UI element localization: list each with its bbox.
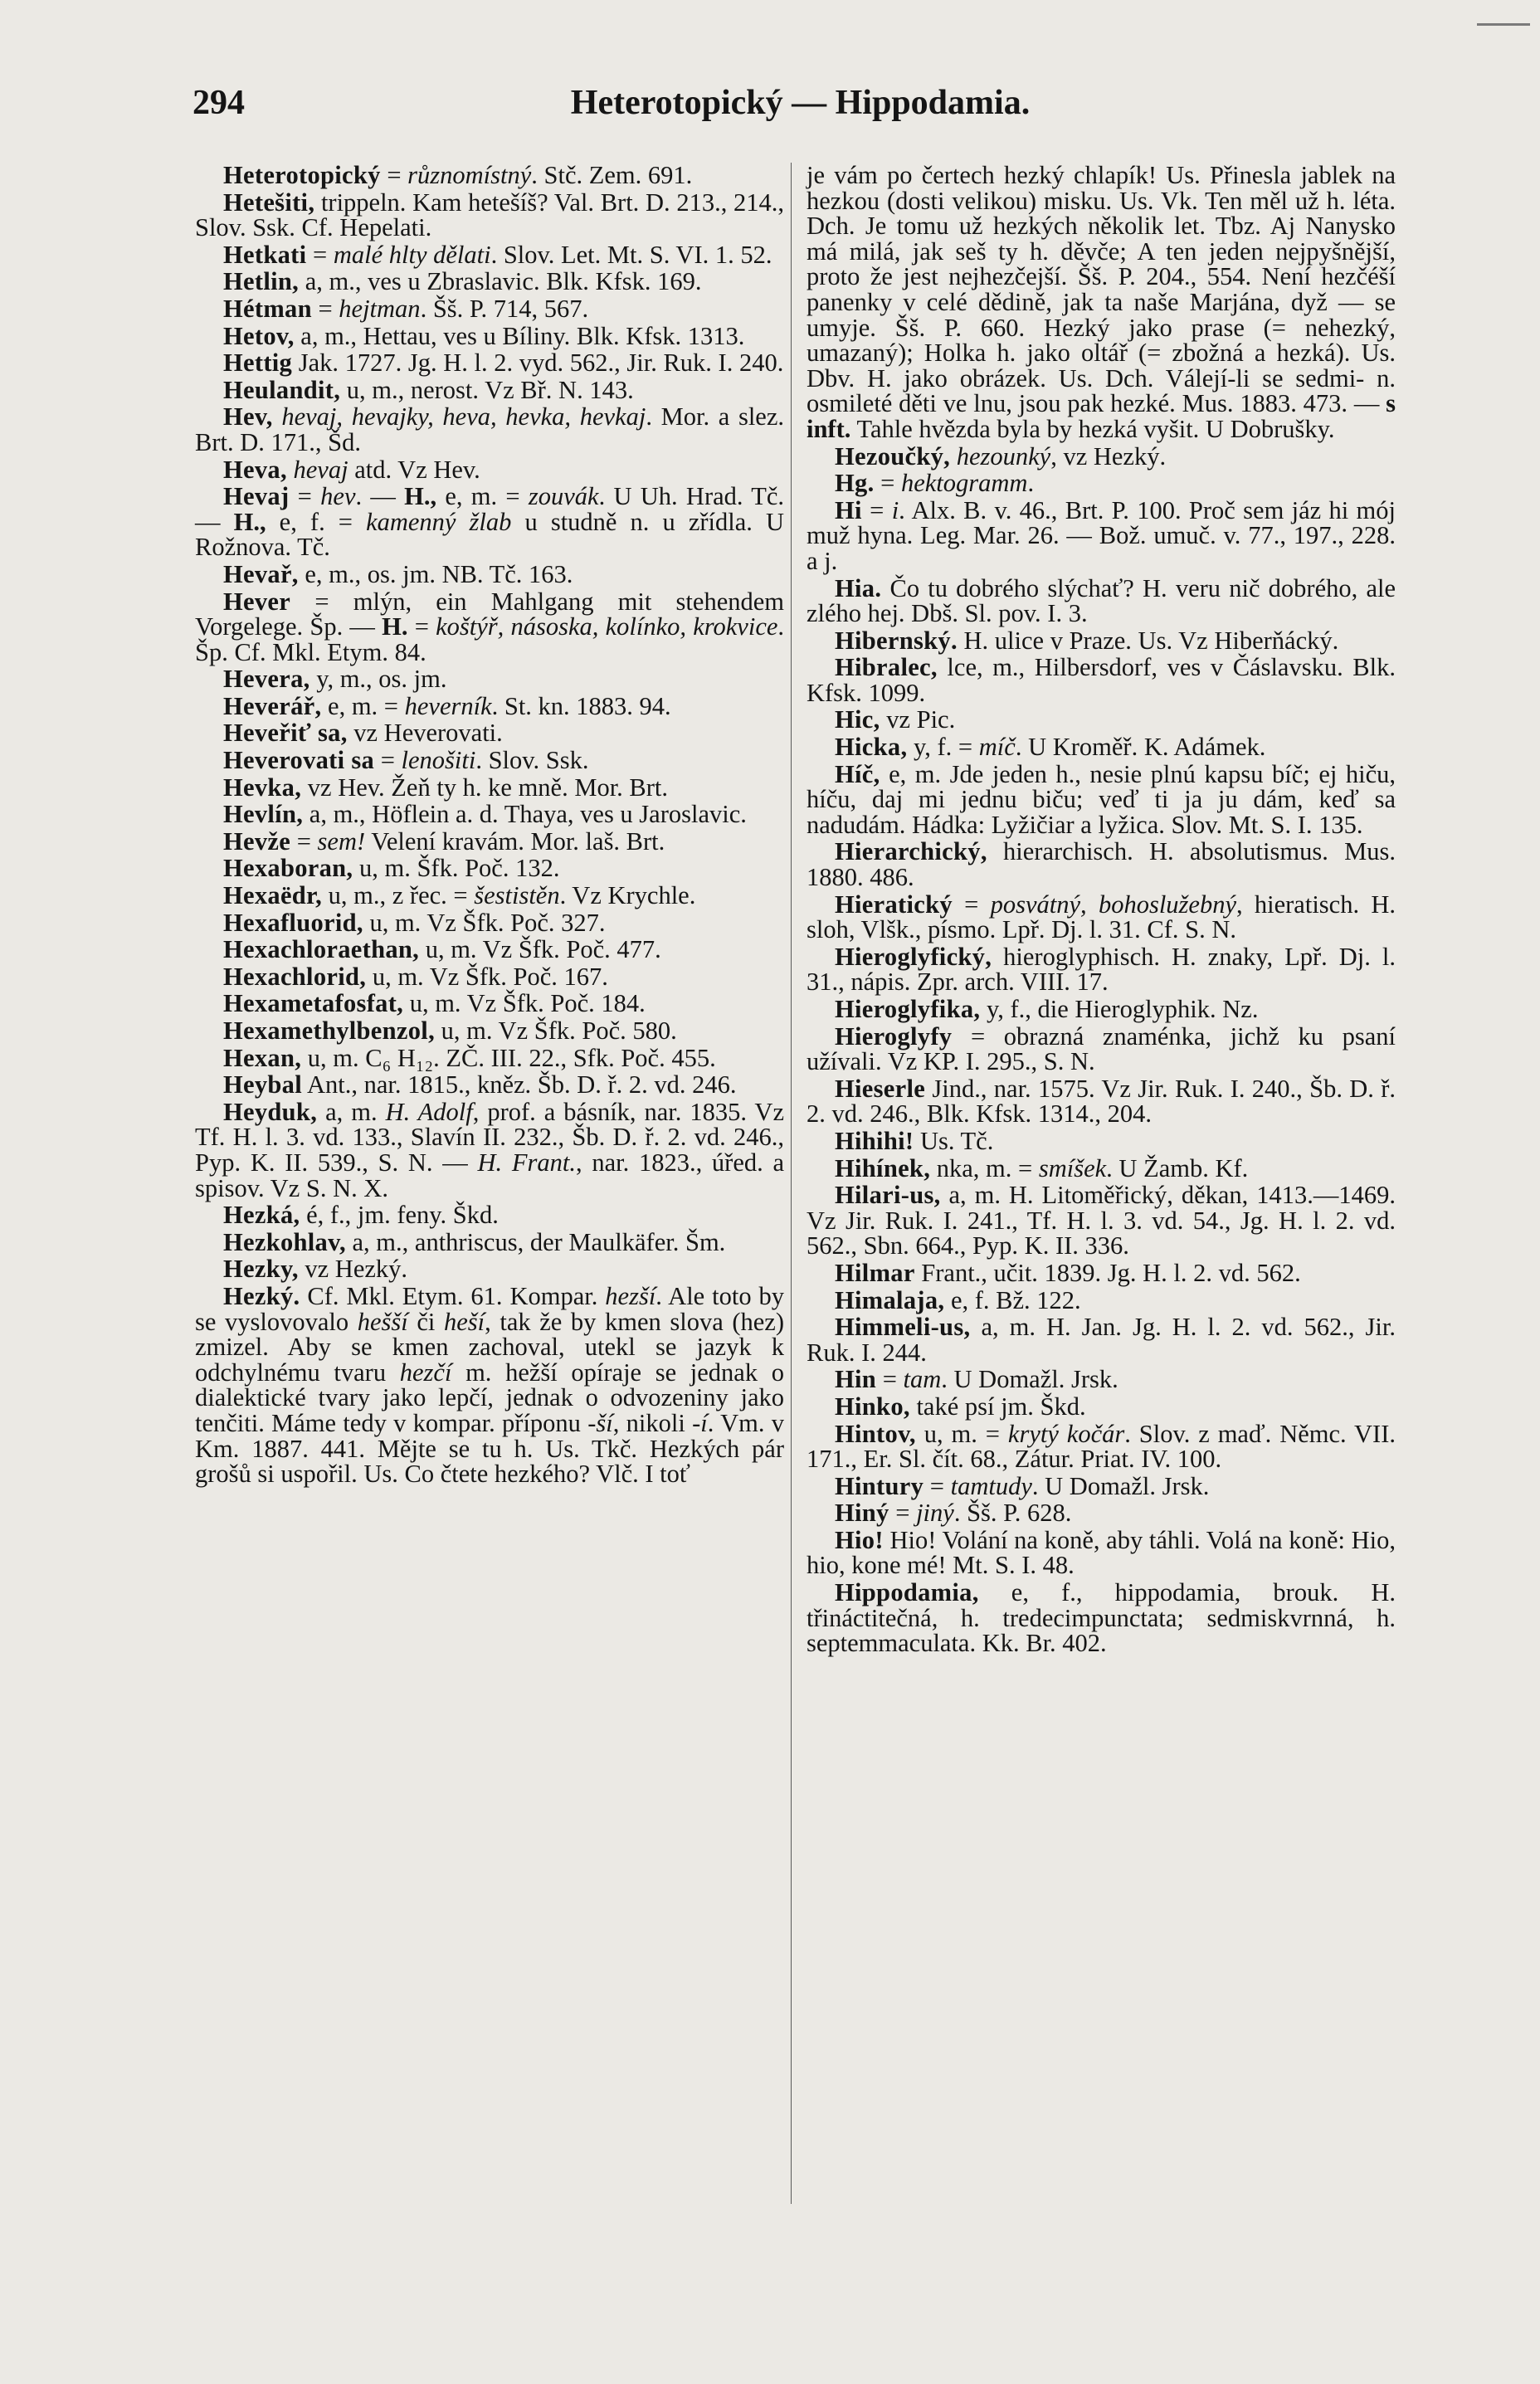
entry-text: = (952, 890, 991, 919)
entry-gloss: H. Frant. (477, 1148, 576, 1177)
dictionary-entry (807, 655, 1396, 705)
dictionary-entry (807, 1076, 1396, 1127)
entry-headword: Hexachloraethan, (223, 935, 420, 964)
entry-text: Frant., učit. 1839. Jg. H. l. 2. vd. 562. (914, 1258, 1301, 1287)
entry-headword: Hevař, (223, 559, 299, 588)
entry-text: vz Hev. Žeň ty h. ke mně. Mor. Brt. (301, 773, 669, 802)
entry-headword: Hio! (835, 1525, 884, 1554)
dictionary-entry (195, 1202, 784, 1228)
running-head: Heterotopický — Hippodamia. (570, 84, 1031, 122)
entry-headword: Hilmar (835, 1258, 915, 1287)
dictionary-entry (195, 937, 784, 963)
entry-headword: Hexan, (223, 1043, 302, 1072)
entry-gloss: malé hlty dělati (333, 240, 491, 269)
entry-text: Cf. Mkl. Etym. 61. Kompar. (300, 1281, 606, 1310)
entry-gloss: různomístný (407, 161, 532, 189)
dictionary-entry (807, 1314, 1396, 1365)
dictionary-entry (195, 296, 784, 322)
entry-gloss: heverník (404, 691, 492, 720)
dictionary-entry (195, 826, 784, 856)
dictionary-entry (807, 1126, 1396, 1155)
entry-text: a, m. H. Jan. Jg. H. l. 2. vd. 562., Jir. Ruk. I. 244. (807, 1313, 1396, 1367)
entry-headword: Heyduk, (223, 1097, 318, 1126)
entry-gloss: hev (320, 482, 356, 511)
entry-headword: Hg. (835, 469, 875, 498)
dictionary-entry (195, 964, 784, 990)
entry-headword: Himalaja, (835, 1285, 945, 1314)
dictionary-entry (807, 944, 1396, 995)
entry-text: y, f., die Hieroglyphik. Nz. (980, 995, 1259, 1023)
dictionary-entry (807, 1580, 1396, 1656)
dictionary-entry (195, 457, 784, 483)
entry-text: a, m., Höflein a. d. Thaya, ves u Jaroslavic. (303, 800, 747, 829)
entry-headword: Hevlín, (223, 800, 304, 829)
entry-text: y, f. = (907, 733, 979, 762)
entry-text: = (407, 612, 436, 641)
entry-text: = (374, 746, 402, 775)
entry-text: . Stč. Zem. 691. (531, 161, 693, 189)
entry-headword: Hezoučký, (835, 441, 951, 470)
dictionary-entry (195, 748, 784, 773)
dictionary-entry (195, 321, 784, 350)
entry-text: . U Žamb. Kf. (1106, 1153, 1249, 1182)
entry-headword: Hihihi! (835, 1126, 914, 1155)
entry-headword: Hétman (223, 294, 312, 323)
entry-headword: Himmeli-us, (835, 1313, 971, 1342)
entry-headword: Hippodamia, (835, 1578, 979, 1607)
entry-text: u, m. C₆ H₁₂. ZČ. III. 22., Sfk. Poč. 455. (301, 1043, 716, 1072)
dictionary-entry (195, 691, 784, 720)
entry-text: u, m. = (915, 1419, 1008, 1448)
entry-text: = (306, 240, 334, 269)
entry-text: Jind., nar. 1575. Vz Jir. Ruk. I. 240., Šb. D. ř. 2. vd. 246., Blk. Kfsk. 1314., 204. (807, 1074, 1396, 1129)
entry-headword: Hezká, (223, 1201, 300, 1230)
entry-text: u, m., z řec. = (322, 881, 475, 910)
entry-text: é, f., jm. feny. Škd. (300, 1201, 499, 1230)
entry-text: je vám po čertech hezký chlapík! Us. Přinesla jablek na hezkou (dosti velikou) misku. Us. Vk. Ten měl už h. léta. Dch. Je tomu už hezkých několik let. Tbz. Aj Nanysko má milá, jak seš ty h. děvče; A ten jeden nejpyšnější, proto že jest nejhezčejší. Šš. P. 204., 554. Není hezčéší panenky v celé dědině, jak ta naše Marjána, dyž — se umyje. Šš. P. 660. Hezký jako prase (= nehezký, umazaný); Holka h. jako oltář (= zbožná a hezká). Us. Dbv. H. jako obrázek. Us. Dch. Válejí-li se sedmi- n. osmileté děti ve lnu, jsou pak hezké. Mus. 1883. 473. — (807, 161, 1396, 418)
entry-headword: Hexamethylbenzol, (223, 1016, 435, 1045)
dictionary-entry (195, 991, 784, 1016)
dictionary-entry (195, 1018, 784, 1044)
dictionary-entry (195, 666, 784, 692)
entry-gloss: lenošiti (401, 746, 476, 775)
entry-text: Hio! Volání na koně, aby táhli. Volá na koně: Hio, hio, kone mé! Mt. S. I. 48. (807, 1525, 1396, 1580)
entry-headword: Hexaëdr, (223, 881, 323, 910)
entry-headword: Heulandit, (223, 375, 341, 404)
entry-headword: Hever (223, 587, 291, 616)
entry-text: = (289, 482, 321, 511)
dictionary-entry (195, 589, 784, 665)
entry-text: hieroglyphisch. H. znaky, Lpř. Dj. l. 31., nápis. Zpr. arch. VIII. 17. (807, 942, 1396, 997)
entry-headword: Heverář, (223, 691, 322, 720)
entry-text: = (874, 469, 901, 498)
entry-gloss: tam (903, 1365, 942, 1394)
entry-headword: Hierarchický, (835, 837, 987, 866)
entry-text: a, m., Hettau, ves u Bíliny. Blk. Kfsk. 1313. (294, 321, 745, 350)
dictionary-entry (195, 883, 784, 909)
left-column (195, 163, 784, 1489)
dictionary-entry (195, 242, 784, 268)
dictionary-entry (195, 1043, 784, 1072)
entry-text: . Vm. v Km. 1887. 441. Mějte se tu h. Us. Tkč. Hezkých pár grošů si uspořil. Us. Co čtete hezkého? Vlč. I toť (195, 1408, 784, 1489)
entry-headword: Hintov, (835, 1419, 916, 1448)
dictionary-entry (195, 350, 784, 376)
entry-gloss: hezčí (399, 1358, 452, 1387)
dictionary-entry (807, 1394, 1396, 1420)
entry-text: také psí jm. Škd. (909, 1392, 1086, 1421)
entry-gloss: i (891, 495, 899, 524)
entry-text: e, m., os. jm. NB. Tč. 163. (298, 559, 573, 588)
entry-text: e, f. Bž. 122. (944, 1285, 1081, 1314)
entry-gloss: ší (596, 1408, 613, 1437)
entry-text: m. hežší opíraje se jednak o dialektické tvary jako lepčí, jednak o odvozeniny jako tenčiti. Máme tedy v kompar. příponu - (195, 1358, 784, 1437)
entry-text: u studně n. u zřídla. U Rožnova. Tč. (195, 507, 785, 562)
entry-text: u, m. Vz Šfk. Poč. 167. (366, 962, 608, 991)
entry-headword: Hi (835, 495, 862, 524)
entry-headword: Hev, (223, 402, 273, 431)
entry-text: trippeln. Kam hetešíš? Val. Brt. D. 213., 214., Slov. Ssk. Cf. Hepelati. (195, 188, 784, 242)
entry-text: = (311, 294, 339, 323)
entry-text: či (407, 1307, 444, 1336)
entry-text: s inft. (807, 389, 1396, 443)
dictionary-entry (195, 802, 784, 827)
entry-text: e, m. = (321, 691, 405, 720)
entry-headword: Hetlin, (223, 267, 300, 296)
entry-text (950, 442, 957, 470)
entry-headword: Hetešiti, (223, 188, 315, 217)
dictionary-entry (807, 997, 1396, 1022)
entry-headword: Hieroglyfika, (835, 995, 981, 1023)
entry-text: u, m., nerost. Vz Bř. N. 143. (340, 375, 634, 404)
dictionary-entry (195, 404, 784, 455)
entry-gloss: krytý kočár (1007, 1419, 1125, 1448)
entry-headword: Hiný (835, 1499, 889, 1528)
dictionary-entry (195, 1256, 784, 1282)
entry-text: Tahle hvězda byla by hezká vyšit. U Dobrušky. (850, 414, 1335, 443)
entry-gloss: hešší (357, 1307, 408, 1336)
entry-text (273, 402, 282, 431)
entry-gloss: heší (443, 1307, 485, 1336)
entry-headword: Hihínek, (835, 1153, 931, 1182)
dictionary-entry (195, 375, 784, 404)
entry-gloss: zouvák (528, 482, 599, 511)
dictionary-entry (807, 759, 1396, 839)
entry-headword: Hexametafosfat, (223, 989, 404, 1018)
entry-text: . U Uh. Hrad. Tč. — (195, 482, 785, 536)
entry-gloss: koštýř, násoska, kolínko, krokvice (436, 612, 778, 641)
entry-headword: Hibralec, (835, 653, 938, 682)
entry-text: u, m. Vz Šfk. Poč. 327. (363, 908, 606, 937)
entry-headword: Hibernský. (835, 626, 958, 655)
entry-headword: Hieratický (835, 890, 953, 919)
dictionary-entry (195, 1227, 784, 1256)
entry-text: a, m. (317, 1097, 386, 1126)
entry-text: H., (404, 482, 437, 511)
entry-headword: Heva, (223, 455, 287, 484)
entry-text: , tak že by kmen slova (hez) zmizel. Aby se kmen zachoval, utekl se jazyk k odchylnému tvaru (195, 1307, 784, 1387)
entry-headword: Hicka, (835, 733, 908, 762)
entry-gloss: hektogramm (900, 469, 1028, 498)
dictionary-entry (807, 1260, 1396, 1286)
entry-text: . U Domažl. Jrsk. (941, 1365, 1118, 1394)
entry-headword: Hevaj (223, 482, 290, 511)
entry-headword: Heverovati sa (223, 746, 375, 775)
dictionary-entry (195, 190, 784, 241)
entry-headword: Hin (835, 1365, 877, 1394)
entry-gloss: míč (978, 733, 1016, 762)
dictionary-entry (807, 1021, 1396, 1076)
entry-headword: Hezký. (223, 1281, 300, 1310)
entry-text: = (861, 495, 892, 524)
entry-text: atd. Vz Hev. (348, 455, 480, 484)
entry-text: . Šš. P. 714, 567. (420, 294, 589, 323)
entry-text: . Slov. Let. Mt. S. VI. 1. 52. (490, 240, 772, 269)
dictionary-entry (195, 559, 784, 588)
entry-text: u, m. Vz Šfk. Poč. 184. (403, 989, 646, 1018)
entry-text: . U Domažl. Jrsk. (1031, 1471, 1210, 1500)
page-header (192, 83, 1408, 133)
entry-text: . Šš. P. 628. (953, 1499, 1072, 1528)
dictionary-entry (807, 1471, 1396, 1500)
entry-text: , nar. 1823., úřed. a spisov. Vz S. N. X. (195, 1148, 785, 1202)
dictionary-entry (807, 1525, 1396, 1580)
entry-text: hierarchisch. H. absolutismus. Mus. 1880. 486. (807, 837, 1396, 892)
entry-headword: Hieroglyfický, (835, 942, 992, 971)
entry-headword: Hevka, (223, 773, 302, 802)
entry-headword: Hieroglyfy (835, 1021, 953, 1051)
entry-text: a, m., ves u Zbraslavic. Blk. Kfsk. 169. (299, 267, 702, 296)
entry-text: = mlýn, ein Mahlgang mit stehendem Vorgelege. Šp. — (195, 587, 784, 641)
entry-text: . Slov. Ssk. (475, 746, 589, 775)
dictionary-entry (807, 734, 1396, 760)
entry-headword: Hezkohlav, (223, 1227, 346, 1256)
dictionary-entry (195, 1099, 784, 1201)
entry-text: . U Kroměř. K. Adámek. (1015, 733, 1266, 762)
entry-text: vz Hezký. (298, 1255, 408, 1284)
entry-text: . Mor. a slez. Brt. D. 171., Šd. (195, 402, 785, 456)
entry-text: Ant., nar. 1815., kněz. Šb. D. ř. 2. vd. 246. (302, 1070, 737, 1099)
dictionary-entry (807, 470, 1396, 496)
entry-headword: Heterotopický (223, 161, 381, 189)
entry-text: . Vz Krychle. (559, 881, 696, 910)
entry-text: u, m. Šfk. Poč. 132. (353, 854, 560, 883)
entry-text: . Šp. Cf. Mkl. Etym. 84. (195, 612, 785, 666)
entry-gloss: posvátný, bohoslužebný (990, 890, 1236, 919)
entry-text: u, m. Vz Šfk. Poč. 477. (419, 935, 661, 964)
dictionary-entry (195, 1072, 784, 1098)
entry-text: e, f. = (266, 507, 367, 536)
dictionary-entry (807, 707, 1396, 733)
entry-gloss: H. Adolf (385, 1097, 473, 1126)
entry-text: e, m. = (436, 482, 529, 511)
entry-text: = (876, 1365, 904, 1394)
entry-headword: Hexachlorid, (223, 962, 367, 991)
entry-gloss: kamenný žlab (366, 507, 512, 536)
right-column (807, 163, 1396, 1658)
entry-headword: Hintury (835, 1471, 924, 1500)
entry-text: u, m. Vz Šfk. Poč. 580. (435, 1016, 677, 1045)
entry-text: y, m., os. jm. (309, 665, 447, 694)
entry-text: . Slov. z maď. Němc. VII. 171., Er. Sl. čít. 68., Zátur. Priat. IV. 100. (807, 1419, 1396, 1474)
entry-headword: Hieserle (835, 1074, 926, 1103)
entry-headword: Hevže (223, 826, 291, 856)
dictionary-entry (807, 495, 1396, 575)
entry-text: Us. Tč. (914, 1126, 994, 1155)
entry-headword: Hic, (835, 705, 880, 734)
entry-text: Velení kravám. Mor. laš. Brt. (365, 826, 665, 856)
entry-text: Jak. 1727. Jg. H. l. 2. vyd. 562., Jir. Ruk. I. 240. (292, 349, 784, 378)
entry-text: H. ulice v Praze. Us. Vz Hiberňácký. (957, 626, 1339, 655)
dictionary-entry (807, 1153, 1396, 1182)
dictionary-entry (195, 775, 784, 801)
entry-gloss: šestistěn (474, 881, 560, 910)
entry-headword: Hexafluorid, (223, 908, 363, 937)
dictionary-entry (807, 573, 1396, 628)
entry-gloss: jiný (916, 1499, 954, 1528)
entry-text: vz Heverovati. (347, 719, 503, 748)
entry-gloss: hevaj, hevajky, heva, hevka, hevkaj (281, 402, 646, 431)
column-divider (791, 163, 792, 2204)
entry-text: = obrazná znaménka, jichž ku psaní užívali. Vz KP. I. 295., S. N. (807, 1021, 1396, 1076)
entry-gloss: sem! (317, 826, 366, 856)
dictionary-entry (807, 839, 1396, 890)
entry-text: , hieratisch. H. sloh, Vlšk., písmo. Lpř. Dj. l. 31. Cf. S. N. (807, 890, 1396, 944)
entry-text: . Ale toto by se vyslovovalo (195, 1281, 784, 1336)
entry-text: , prof. a básník, nar. 1835. Vz Tf. H. l. 3. vd. 133., Slavín II. 232., Šb. D. ř. 2. vd. 246., Pyp. K. II. 539., S. N. — (195, 1097, 784, 1177)
dictionary-entry (195, 484, 784, 560)
entry-text: vz Pic. (880, 705, 956, 734)
entry-headword: Heveřiť sa, (223, 719, 348, 748)
entry-headword: Hetkati (223, 240, 307, 269)
entry-text: a, m. H. Litoměřický, děkan, 1413.—1469. Vz Jir. Ruk. I. 241., Tf. H. l. 3. vd. 54., Jg. H. l. 2. vd. 562., Sbn. 664., Pyp. K. II. 336. (807, 1181, 1396, 1260)
dictionary-entry (195, 720, 784, 746)
dictionary-entry (807, 892, 1396, 943)
entry-gloss: hejtman (339, 294, 421, 323)
entry-text: , vz Hezký. (1050, 441, 1167, 470)
entry-text: lce, m., Hilbersdorf, ves v Čáslavsku. Blk. Kfsk. 1099. (807, 653, 1396, 707)
entry-text: H., (233, 507, 266, 536)
entry-text: a, m., anthriscus, der Maulkäfer. Šm. (345, 1227, 726, 1256)
page-number: 294 (192, 84, 245, 122)
entry-text: = (889, 1499, 917, 1528)
entry-text: = (290, 826, 318, 856)
entry-headword: Heybal (223, 1070, 302, 1099)
dictionary-entry (807, 1421, 1396, 1472)
entry-text: , nikoli - (612, 1408, 701, 1437)
entry-text: e, f., hippodamia, brouk. H. třináctitečná, h. tredecimpunctata; sedmiskvrnná, h. septemmaculata. Kk. Br. 402. (807, 1578, 1396, 1658)
entry-gloss: í (700, 1408, 708, 1437)
entry-text: . Alx. B. v. 46., Brt. P. 100. Proč sem jáz hi mój muž hyna. Leg. Mar. 26. — Bož. umuč. v. 77., 197., 228. a j. (807, 495, 1396, 575)
entry-text: e, m. Jde jeden h., nesie plnú kapsu bíč; ej hiču, híču, daj mi jednu biču; veď ti ja ju dám, keď sa nadudám. Hádka: Lyžičiar a lyžica. Slov. Mt. S. I. 135. (807, 759, 1396, 839)
dictionary-entry (195, 163, 784, 188)
entry-text: . — (355, 482, 405, 511)
dictionary-entry (195, 856, 784, 881)
entry-headword: Hia. (835, 573, 882, 602)
entry-headword: Hilari-us, (835, 1181, 941, 1210)
dictionary-entry (807, 1182, 1396, 1259)
dictionary-entry (195, 910, 784, 936)
dictionary-entry (807, 441, 1396, 470)
entry-headword: Híč, (835, 759, 880, 788)
entry-text (287, 456, 294, 484)
entry-text: = (924, 1471, 951, 1500)
dictionary-entry (807, 1285, 1396, 1314)
dictionary-entry (807, 628, 1396, 654)
dictionary-entry (195, 1281, 784, 1489)
scan-edge-mark (1477, 23, 1530, 26)
entry-headword: Hevera, (223, 665, 310, 694)
entry-headword: Hetov, (223, 321, 295, 350)
entry-gloss: hezounký (956, 441, 1051, 470)
dictionary-entry (807, 1500, 1396, 1526)
entry-headword: Hezky, (223, 1255, 299, 1284)
entry-gloss: tamtudy (950, 1471, 1032, 1500)
entry-gloss: smíšek (1038, 1153, 1107, 1182)
entry-headword: Hinko, (835, 1392, 910, 1421)
entry-headword: Hettig (223, 349, 293, 378)
entry-headword: Hexaboran, (223, 854, 353, 883)
entry-text: = (380, 161, 408, 189)
dictionary-entry (807, 163, 1396, 442)
dictionary-entry (195, 269, 784, 295)
entry-text: H. (382, 612, 408, 641)
entry-gloss: hezší (605, 1281, 656, 1310)
entry-text: . St. kn. 1883. 94. (491, 691, 671, 720)
entry-gloss: hevaj (293, 455, 348, 484)
entry-text: nka, m. = (930, 1153, 1039, 1182)
entry-text: Čo tu dobrého slýchať? H. veru nič dobrého, ale zlého hej. Dbš. Sl. pov. I. 3. (807, 573, 1396, 628)
entry-text: . (1027, 469, 1035, 498)
dictionary-entry (807, 1367, 1396, 1392)
